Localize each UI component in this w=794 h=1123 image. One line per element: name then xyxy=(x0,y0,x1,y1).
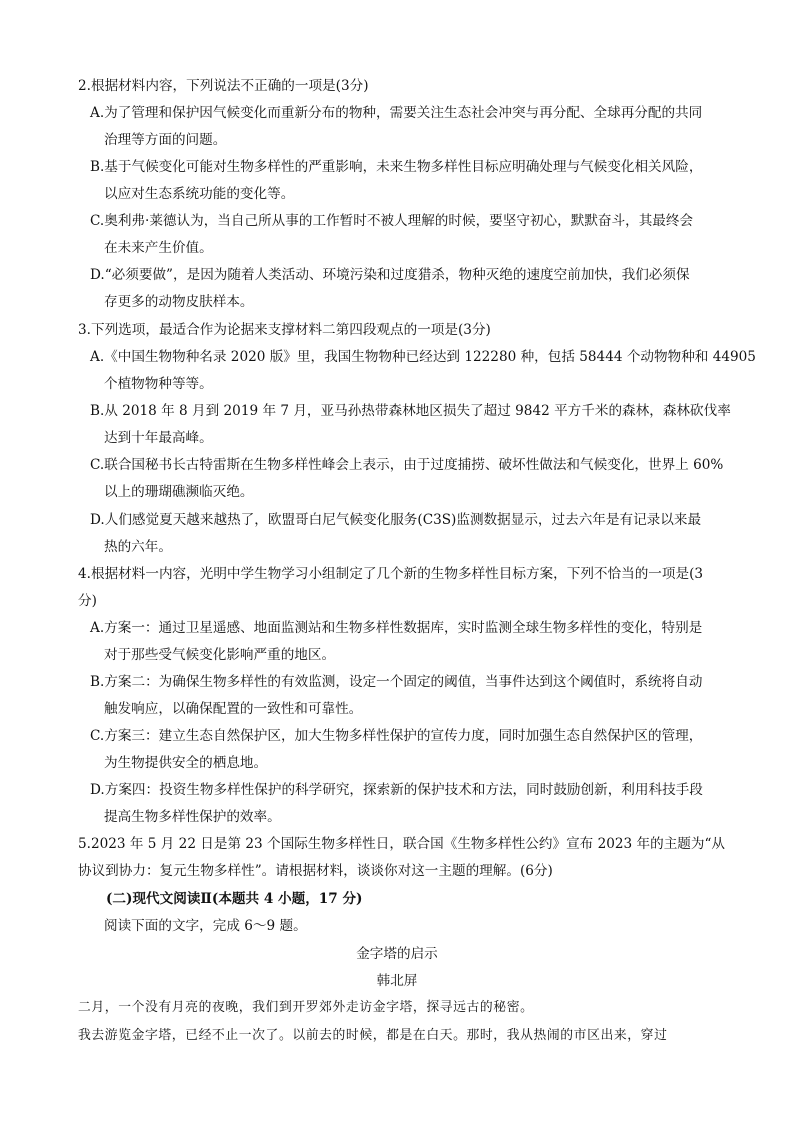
q4-option-a-cont: 对于那些受气候变化影响严重的地区。 xyxy=(104,647,336,663)
q4-option-b-cont: 触发响应，以确保配置的一致性和可靠性。 xyxy=(104,701,363,717)
q5-stem-cont: 协议到协力：复元生物多样性”。请根据材料，谈谈你对这一主题的理解。(6分) xyxy=(78,863,553,879)
q2-option-c: C.奥利弗·莱德认为，当自己所从事的工作暂时不被人理解的时候，要坚守初心，默默奋斗，其最终会 xyxy=(90,213,694,229)
q2-option-b-cont: 以应对生态系统功能的变化等。 xyxy=(104,186,295,202)
q4-option-b: B.方案二：为确保生物多样性的有效监测，设定一个固定的阈值，当事件达到这个阈值时，系统将自动 xyxy=(90,674,703,690)
q3-option-b-cont: 达到十年最高峰。 xyxy=(104,430,213,446)
q3-option-b: B.从 2018 年 8 月到 2019 年 7 月，亚马孙热带森林地区损失了超过 9842 平方千米的森林，森林砍伐率 xyxy=(90,403,731,419)
q3-option-a-cont: 个植物物种等等。 xyxy=(104,376,213,392)
q4-option-d-cont: 提高生物多样性保护的效率。 xyxy=(104,809,281,825)
q2-stem: 2.根据材料内容，下列说法不正确的一项是(3分) xyxy=(78,78,369,94)
q5-stem: 5.2023 年 5 月 22 日是第 23 个国际生物多样性日，联合国《生物多样性公约》宣布 2023 年的主题为“从 xyxy=(78,836,726,852)
q2-option-d: D.“必须要做”，是因为随着人类活动、环境污染和过度猎杀，物种灭绝的速度空前加快，我们必须保 xyxy=(90,267,690,283)
q3-option-c-cont: 以上的珊瑚礁濒临灭绝。 xyxy=(104,484,254,500)
q3-option-d: D.人们感觉夏天越来越热了，欧盟哥白尼气候变化服务(C3S)监测数据显示，过去六年是有记录以来最 xyxy=(90,512,702,528)
article-paragraph-2: 我去游览金字塔，已经不止一次了。以前去的时候，都是在白天。那时，我从热闹的市区出来，穿过 xyxy=(78,1028,668,1043)
q4-option-c: C.方案三：建立生态自然保护区，加大生物多样性保护的宣传力度，同时加强生态自然保护区的管理， xyxy=(90,728,703,744)
q4-stem: 4.根据材料一内容，光明中学生物学习小组制定了几个新的生物多样性目标方案，下列不恰当的一项是(3 xyxy=(78,566,704,582)
section-heading: (二)现代文阅读Ⅱ(本题共 4 小题，17 分) xyxy=(106,891,363,907)
q3-option-d-cont: 热的六年。 xyxy=(104,539,172,555)
q4-option-a: A.方案一：通过卫星遥感、地面监测站和生物多样性数据库，实时监测全球生物多样性的变化，特别是 xyxy=(90,620,703,636)
section-instruction: 阅读下面的文字，完成 6～9 题。 xyxy=(104,918,307,934)
article-title: 金字塔的启示 xyxy=(356,946,438,962)
q2-option-d-cont: 存更多的动物皮肤样本。 xyxy=(104,294,254,310)
q2-option-a-cont: 治理等方面的问题。 xyxy=(104,132,227,148)
q2-option-b: B.基于气候变化可能对生物多样性的严重影响，未来生物多样性目标应明确处理与气候变化相关风险， xyxy=(90,159,703,175)
q4-option-d: D.方案四：投资生物多样性保护的科学研究，探索新的保护技术和方法，同时鼓励创新，利用科技手段 xyxy=(90,782,703,798)
q2-option-a: A.为了管理和保护因气候变化而重新分布的物种，需要关注生态社会冲突与再分配、全球再分配的共同 xyxy=(90,105,703,121)
article-author: 韩北屏 xyxy=(376,973,418,989)
q3-option-c: C.联合国秘书长古特雷斯在生物多样性峰会上表示，由于过度捕捞、破坏性做法和气候变化，世界上 60% xyxy=(90,457,724,473)
article-paragraph-1: 二月，一个没有月亮的夜晚，我们到开罗郊外走访金字塔，探寻远古的秘密。 xyxy=(78,1000,534,1015)
q3-option-a: A.《中国生物物种名录 2020 版》里，我国生物物种已经达到 122280 种，包括 58444 个动物物种和 44905 xyxy=(90,349,756,365)
q3-stem: 3.下列选项，最适合作为论据来支撑材料二第四段观点的一项是(3分) xyxy=(78,322,491,338)
q4-stem-cont: 分) xyxy=(78,593,97,609)
q4-option-c-cont: 为生物提供安全的栖息地。 xyxy=(104,755,268,771)
q2-option-c-cont: 在未来产生价值。 xyxy=(104,240,213,256)
